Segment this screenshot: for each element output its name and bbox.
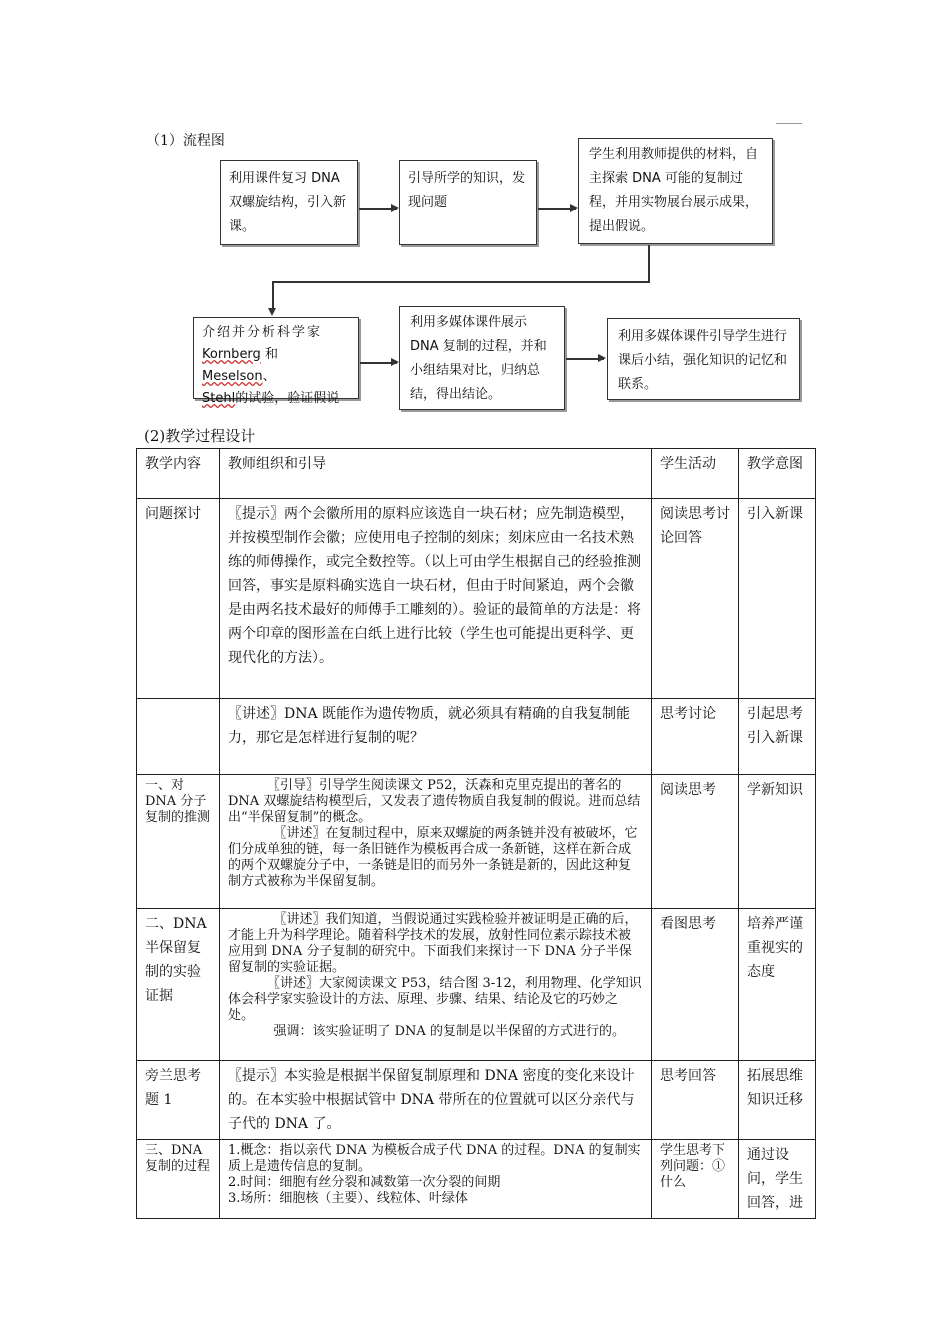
- scientist-and: 和: [260, 347, 278, 362]
- connector-vertical-1: [648, 245, 650, 282]
- flow-box-6: 利用多媒体课件引导学生进行课后小结，强化知识的记忆和联系。: [607, 318, 800, 400]
- flow-box-4-trail: 的试验，验证假说: [235, 391, 340, 406]
- table-row: [137, 499, 816, 699]
- flow-box-4-line1: 介绍并分析科学家: [202, 325, 323, 340]
- flow-arrow-2: [538, 208, 576, 210]
- row-guide: 〖讲述〗DNA 既能作为遗传物质，就必须具有精确的自我复制能力，那它是怎样进行复制的呢？: [220, 699, 652, 775]
- flowchart-heading: （1）流程图: [146, 133, 225, 149]
- row-guide: [220, 909, 652, 1061]
- row-content: 一、对 DNA 分子复制的推测: [137, 775, 220, 909]
- scientist-kornberg: Kornberg: [202, 347, 261, 362]
- row-intent: 引入新课: [739, 499, 816, 699]
- flow-arrow-1: [359, 208, 397, 210]
- flow-box-5: 利用多媒体课件展示 DNA 复制的过程，并和小组结果对比，归纳总结，得出结论。: [399, 306, 565, 410]
- row-guide: 〖提示〗两个会徽所用的原料应该选自一块石材；应先制造模型，并按模型制作会徽；应使用电子控制的刻床；刻床应由一名技术熟练的师傅操作，或完全数控等。（以上可由学生根据自己的经验推测回答，事实是原料确实选自一块石材，但由于时间紧迫，两个会徽是由两名技术最好的师傅手工雕刻的）。验证的最简单的方法是：将两个印章的图形盖在白纸上进行比较（学生也可能提出更科学、更现代化的方法）。: [220, 499, 652, 699]
- guide-paragraph: 3.场所：细胞核（主要）、线粒体、叶绿体: [228, 1191, 468, 1206]
- guide-paragraph: 〖讲述〗我们知道，当假说通过实践检验并被证明是正确的后，才能上升为科学理论。随着科学技术的发展，放射性同位素示踪技术被应用到 DNA 分子复制的研究中。下面我们来探讨一下 DNA 分子半保留复制的实验证据。: [228, 912, 638, 975]
- connector-horizontal: [272, 281, 650, 283]
- row-activity: 阅读思考: [652, 775, 739, 909]
- row-content: 二、DNA 半保留复制的实验证据: [137, 909, 220, 1061]
- connector-vertical-2: [272, 281, 274, 309]
- row-activity: 思考回答: [652, 1061, 739, 1140]
- table-row: [137, 1061, 816, 1140]
- table-header-row: [137, 449, 816, 499]
- row-activity: 学生思考下列问题：①什么: [652, 1140, 739, 1219]
- flow-arrow-4: [566, 358, 604, 360]
- table-row: [137, 909, 816, 1061]
- guide-paragraph: 1.概念：指以亲代 DNA 为模板合成子代 DNA 的过程。DNA 的复制实质上是遗传信息的复制。: [228, 1143, 641, 1174]
- header-guide: 教师组织和引导: [220, 449, 652, 499]
- row-activity: 思考讨论: [652, 699, 739, 775]
- row-intent: 拓展思维知识迁移: [739, 1061, 816, 1140]
- table-row: [137, 1140, 816, 1219]
- header-intent: 教学意图: [739, 449, 816, 499]
- scientist-meselson: Meselson: [202, 369, 263, 384]
- header-rule: [776, 123, 802, 124]
- row-activity: 阅读思考讨论回答: [652, 499, 739, 699]
- header-content: 教学内容: [137, 449, 220, 499]
- row-content: [137, 699, 220, 775]
- scientist-stehl: Stehl: [202, 391, 236, 406]
- flow-arrow-3: [360, 362, 397, 364]
- row-intent: 通过设问，学生回答，进: [739, 1140, 816, 1219]
- connector-arrowhead: [268, 308, 276, 316]
- row-guide: [220, 1140, 652, 1219]
- row-intent: 引起思考引入新课: [739, 699, 816, 775]
- row-intent: 培养严谨重视实的态度: [739, 909, 816, 1061]
- guide-paragraph: 〖讲述〗在复制过程中，原来双螺旋的两条链并没有被破坏，它们分成单独的链，每一条旧链作为模板再合成一条新链，这样在新合成的两个双螺旋分子中，一条链是旧的而另外一条链是新的，因此这种复制方式被称为半保留复制。: [228, 826, 638, 889]
- table-row: [137, 699, 816, 775]
- header-activity: 学生活动: [652, 449, 739, 499]
- flow-box-4: [193, 317, 359, 406]
- scientist-separator: 、: [262, 369, 276, 384]
- flow-box-4-scientists: [202, 347, 278, 384]
- flow-box-1: 利用课件复习 DNA 双螺旋结构，引入新课。: [220, 160, 358, 245]
- guide-paragraph: 〖讲述〗大家阅读课文 P53，结合图 3-12，利用物理、化学知识体会科学家实验设计的方法、原理、步骤、结果、结论及它的巧妙之处。: [228, 976, 642, 1023]
- flow-box-3: 学生利用教师提供的材料，自主探索 DNA 可能的复制过程，并用实物展台展示成果，提出假说。: [578, 138, 773, 244]
- row-content: 三、DNA 复制的过程: [137, 1140, 220, 1219]
- flow-box-4-line3: [202, 391, 339, 406]
- row-content: 问题探讨: [137, 499, 220, 699]
- row-content: 旁兰思考题 1: [137, 1061, 220, 1140]
- row-guide: [220, 775, 652, 909]
- section2-heading: (2)教学过程设计: [144, 427, 256, 445]
- row-guide: 〖提示〗本实验是根据半保留复制原理和 DNA 密度的变化来设计的。在本实验中根据试管中 DNA 带所在的位置就可以区分亲代与子代的 DNA 了。: [220, 1061, 652, 1140]
- row-intent: 学新知识: [739, 775, 816, 909]
- guide-paragraph: 〖引导〗引导学生阅读课文 P52，沃森和克里克提出的著名的 DNA 双螺旋结构模型后，又发表了遗传物质自我复制的假说。进而总结出“半保留复制”的概念。: [228, 778, 641, 825]
- teaching-process-table: [136, 448, 816, 1219]
- flow-box-2: 引导所学的知识，发现问题: [399, 160, 537, 245]
- table-row: [137, 775, 816, 909]
- row-activity: 看图思考: [652, 909, 739, 1061]
- guide-paragraph: 强调：该实验证明了 DNA 的复制是以半保留的方式进行的。: [273, 1024, 625, 1039]
- guide-paragraph: 2.时间：细胞有丝分裂和减数第一次分裂的间期: [228, 1175, 501, 1190]
